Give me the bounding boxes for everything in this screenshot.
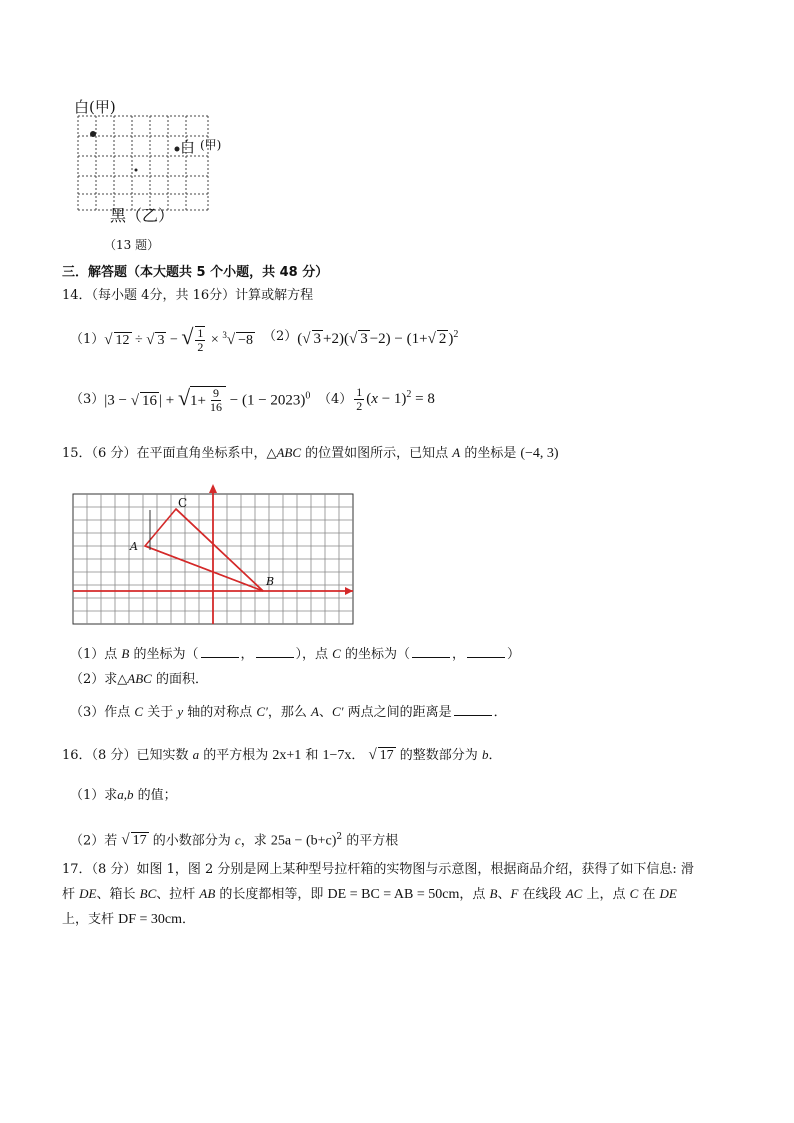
q14-part-3 xyxy=(70,386,310,414)
q15-sub-3 xyxy=(70,703,507,722)
q15-sub1-var-b: B xyxy=(121,646,130,661)
q16-stem-k: ． xyxy=(488,748,502,763)
q15-sub3-b: C xyxy=(134,704,144,719)
q14-stem: 14．（每小题 4分，共 16分）计算或解方程 xyxy=(62,288,314,303)
q15-sub-2 xyxy=(70,670,208,689)
q15-sub3-a: （3）作点 xyxy=(70,705,135,720)
q17-line-2 xyxy=(62,885,677,904)
fig13-label-white-top: 白(甲) xyxy=(74,98,116,116)
q17-l2-f: AB xyxy=(199,886,216,901)
q16-sqrt17-radicand: 17 xyxy=(379,748,394,763)
q16-sub1-b: a,b xyxy=(117,787,134,802)
q15-sub1-comma-2: ， xyxy=(451,647,465,662)
q14-part-2-expr: (√ 3 +2)(√ 3 −2) − (1+√ 2 )$^2$ xyxy=(297,329,459,347)
q17-l2-e: 、拉杆 xyxy=(156,887,200,902)
q17-l2-n: AC xyxy=(565,886,583,901)
q15-stem-text: 15．（6 分）在平面直角坐标系中，△ xyxy=(62,446,277,461)
q14-part-3-expr: |3 − √ 16 | + √1+ $\frac{9}{16}$ − $(1 - 2023)^0$ xyxy=(104,384,311,414)
q17-l2-d: BC xyxy=(139,886,157,901)
q16-stem-a: 16．（8 分）已知实数 xyxy=(62,748,193,763)
q15-stem xyxy=(62,444,559,463)
q17-l2-l: F xyxy=(510,886,519,901)
q15-sub-1 xyxy=(70,645,520,664)
q15-stem-a: A xyxy=(452,445,461,460)
q15-sub1-comma-1: ， xyxy=(240,647,254,662)
q16-sub2-exponent: 2 xyxy=(336,832,343,842)
q14-part-4 xyxy=(318,386,435,413)
q15-sub3-j: C′ xyxy=(332,704,344,719)
q15-sub1-text-g: 的坐标为（ xyxy=(340,647,410,662)
q15-sub1-text-i: ） xyxy=(506,647,520,662)
q16-stem-e: 和 xyxy=(301,748,323,763)
q15-sub1-var-c: C xyxy=(332,646,341,661)
q14-part-1-expr: √ 12 ÷ √ 3 − √ $\frac{1}{2}$ × $^3$√ −8 xyxy=(104,323,253,355)
q17-l2-p: C xyxy=(629,886,639,901)
q17-l2-h: DE = BC = AB = 50cm xyxy=(327,887,460,902)
q16-sub-2 xyxy=(70,828,398,850)
q15-sub2-abc: ABC xyxy=(127,671,152,686)
q17-line-1: 17．（8 分）如图 1，图 2 分别是网上某种型号拉杆箱的实物图与示意图，根据商品介绍，获得了如下信息: 滑 xyxy=(62,862,694,877)
q17-l3-a: 上，支杆 xyxy=(62,912,119,927)
q15-sub1-blank-4[interactable] xyxy=(467,645,505,658)
q14-part-2-label: （2） xyxy=(263,329,298,344)
q15-sub1-blank-3[interactable] xyxy=(412,645,450,658)
q15-sub1-blank-1[interactable] xyxy=(201,645,239,658)
q17-l2-i: ，点 xyxy=(459,887,490,902)
q16-stem-b: a xyxy=(192,747,200,762)
q14-part-1 xyxy=(70,323,255,355)
q17-l2-k: 、 xyxy=(497,887,511,902)
q17-l3-c: ． xyxy=(182,912,196,927)
fig13-caption: （13 题） xyxy=(104,238,160,252)
q17-l2-r: DE xyxy=(659,886,677,901)
q15-sub1-text-e: ），点 xyxy=(295,647,333,662)
q17-l2-b: DE xyxy=(79,886,97,901)
q17-l3-b: DF = 30cm xyxy=(118,912,183,927)
q16-stem-f: 1−7x xyxy=(322,748,352,763)
q14-part-3-label: （3） xyxy=(70,392,105,407)
q15-sub3-k: 两点之间的距离是 xyxy=(343,705,452,720)
q15-sub3-e: 轴的对称点 xyxy=(183,705,257,720)
q15-stem-abc: ABC xyxy=(276,445,302,460)
q16-sub2-f: 25a − (b+c) xyxy=(270,833,337,849)
q15-graph-label-b: B xyxy=(266,575,275,588)
q16-sub2-h: 的平方根 xyxy=(342,833,399,849)
q15-sub1-text-a: （1）点 xyxy=(70,647,122,662)
q15-coord: (−4, 3) xyxy=(520,446,559,461)
section-3-title: 三．解答题（本大题共 5 个小题，共 48 分） xyxy=(62,265,329,280)
q17-l2-o: 上，点 xyxy=(582,887,630,902)
q15-graph-label-a: A xyxy=(130,540,138,553)
q15-graph-label-c: C xyxy=(178,496,188,510)
q15-sub3-blank[interactable] xyxy=(454,703,492,716)
q16-sub2-d: c xyxy=(234,832,241,848)
q15-sub3-d: y xyxy=(177,704,184,719)
q16-sqrt17: √ 17 xyxy=(368,747,394,763)
q16-stem-j: b xyxy=(481,747,489,762)
q16-sub2-sqrt17: √ 17 xyxy=(121,832,147,849)
q16-stem-c: 的平方根为 xyxy=(199,748,273,763)
q15-coordinate-graph xyxy=(68,480,363,630)
q14-part-4-label: （4） xyxy=(318,391,353,407)
q16-stem-d: 2x+1 xyxy=(272,748,302,763)
q17-l2-g: 的长度都相等，即 xyxy=(215,887,328,902)
fig13-label-white-piece: 白 xyxy=(180,138,196,156)
q16-sub2-a: （2）若 xyxy=(70,833,122,849)
q17-l2-a: 杆 xyxy=(62,887,80,902)
q15-sub2-text-a: （2）求△ xyxy=(70,672,128,687)
fig13-label-black: 黑（乙） xyxy=(110,206,175,225)
q15-stem-mid: 的位置如图所示，已知点 xyxy=(301,446,453,461)
q14-part-4-expr: $\frac{1}{2}$ $(x - 1)^2 = 8$ xyxy=(356,385,435,414)
q15-sub1-blank-2[interactable] xyxy=(256,645,294,658)
q14-part-1-label: （1） xyxy=(70,332,105,348)
q16-sub1-a: （1）求 xyxy=(70,788,118,803)
q15-sub3-i: 、 xyxy=(319,705,333,720)
q15-sub3-c: 关于 xyxy=(143,705,178,720)
q16-sub2-radicand: 17 xyxy=(132,833,147,849)
q16-sub2-c: 的小数部分为 xyxy=(148,833,235,849)
q17-l2-c: 、箱长 xyxy=(96,887,140,902)
q16-sub1-c: 的值； xyxy=(133,788,177,803)
q16-stem-i: 的整数部分为 xyxy=(395,748,482,763)
q17-l2-m: 在线段 xyxy=(518,887,566,902)
q16-sub2-e: ，求 xyxy=(240,833,271,849)
q15-stem-suffix: 的坐标是 xyxy=(460,446,517,461)
q16-sub-1 xyxy=(70,786,177,805)
q16-stem-g: ． xyxy=(351,748,365,763)
q15-sub3-h: A xyxy=(311,704,319,719)
q15-sub3-l: ． xyxy=(493,705,507,720)
q15-sub3-g: ，那么 xyxy=(267,705,312,720)
q17-line-3 xyxy=(62,911,195,929)
q17-l2-j: B xyxy=(489,886,498,901)
q14-part-2 xyxy=(263,326,458,348)
q15-sub1-text-c: 的坐标为（ xyxy=(129,647,199,662)
q16-stem xyxy=(62,746,501,765)
q15-sub2-text-c: 的面积． xyxy=(151,672,208,687)
q15-sub3-f: C′ xyxy=(256,704,268,719)
q17-l2-q: 在 xyxy=(638,887,660,902)
fig13-label-white-paren: (甲) xyxy=(200,138,222,152)
